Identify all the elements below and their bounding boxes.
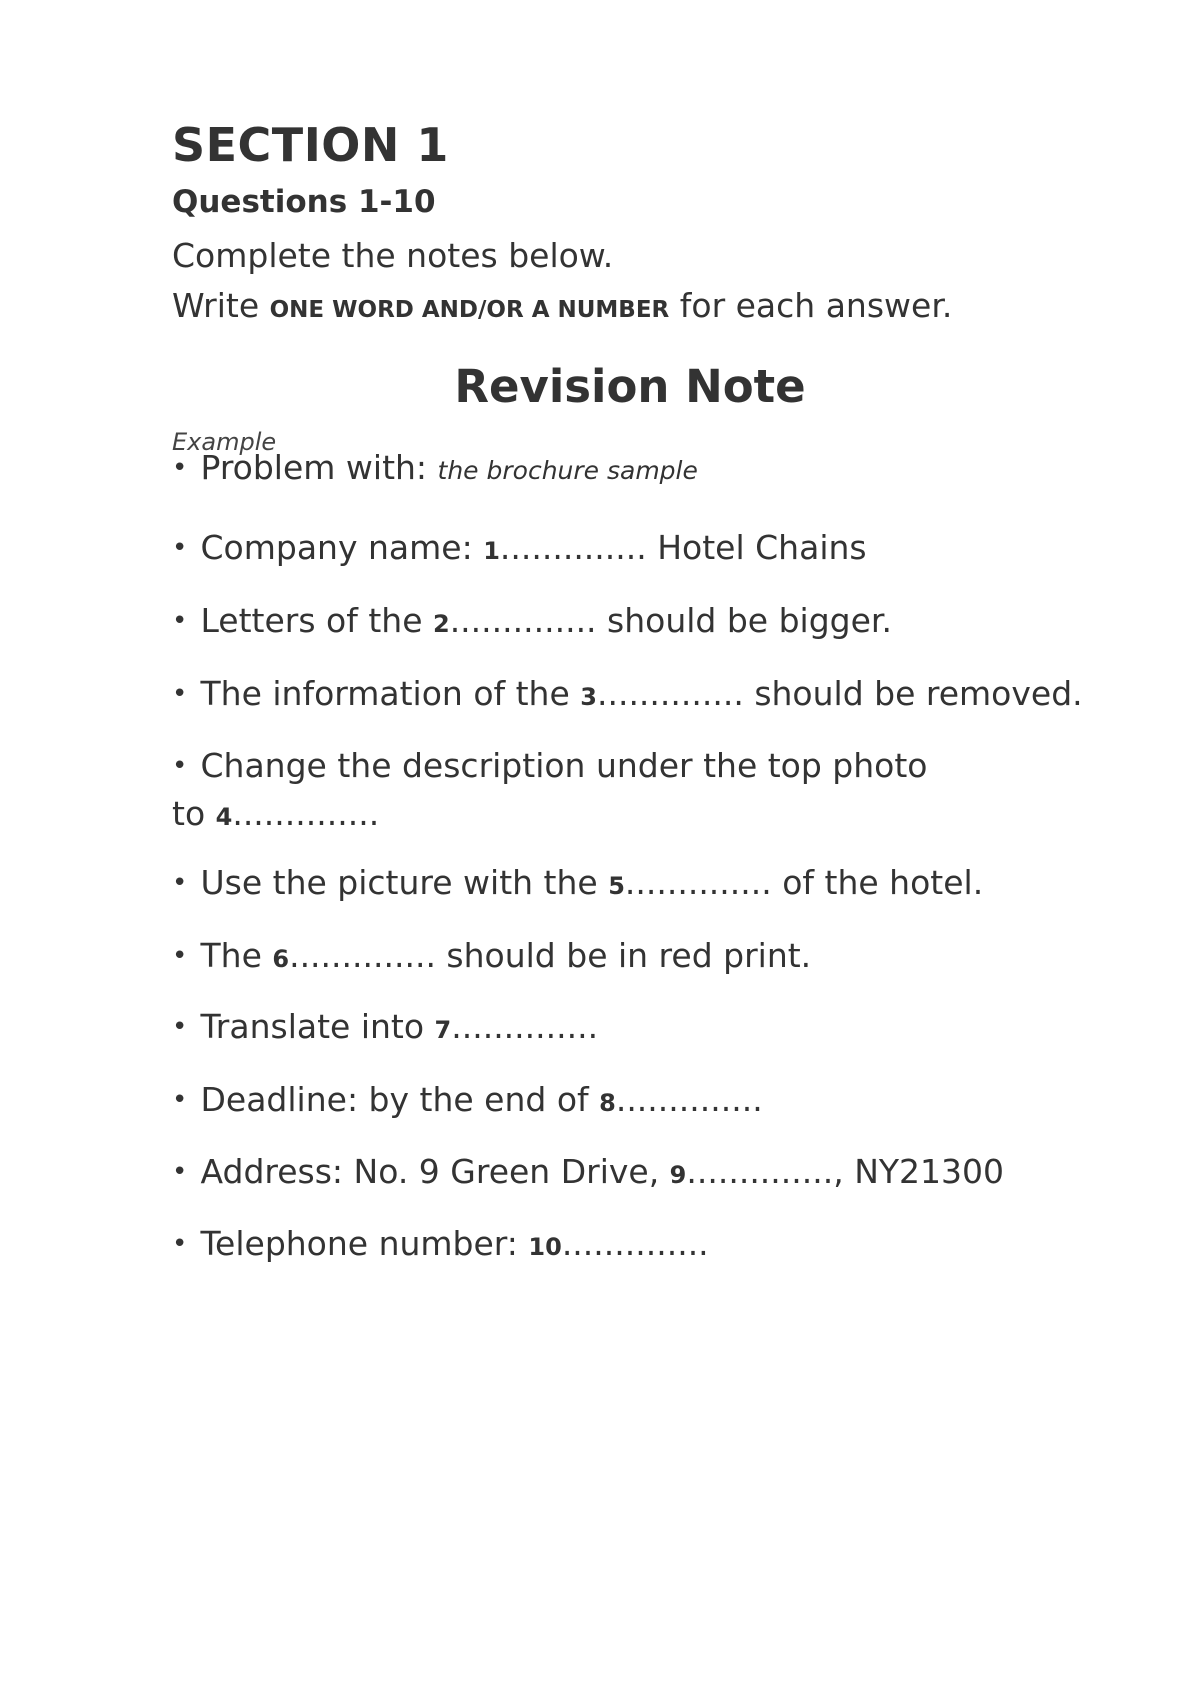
question-number: 1 [483,537,500,565]
bullet: • [172,941,188,971]
note-item-text-end: of the hotel. [771,863,984,902]
note-item-text: Use the picture with the [200,863,609,902]
question-number: 9 [669,1161,687,1189]
bullet: • [172,1085,188,1115]
instruction-for-each: for each answer. [669,286,953,325]
note-item-text-end: should be bigger. [596,601,892,640]
note-item-text: Deadline: by the end of [200,1080,600,1119]
note-item-2 [172,601,892,640]
note-item-9 [172,1152,1004,1191]
answer-blank: .............. [451,1007,599,1046]
question-number: 3 [580,683,597,711]
bullet: • [172,751,188,781]
example-item-label: Problem with: [200,448,438,487]
answer-blank: .............. [289,936,436,975]
instruction-answer-limit: ONE WORD AND/OR A NUMBER [269,297,670,323]
bullet: • [172,1229,188,1259]
note-item-text-end: , NY21300 [833,1152,1005,1191]
note-item-text: The information of the [200,674,581,713]
answer-blank: .............. [624,863,772,902]
question-number: 5 [608,872,625,900]
note-item-4 [172,746,927,785]
answer-blank: .............. [449,601,597,640]
answer-blank: .............. [686,1152,834,1191]
note-heading: Revision Note [454,360,806,413]
bullet: • [172,453,188,483]
note-item-6 [172,936,811,975]
answer-blank: .............. [561,1224,709,1263]
note-item-5 [172,863,983,902]
example-label: Example [172,428,277,456]
question-number: 4 [215,803,233,831]
instruction-line-2 [172,286,952,325]
note-item-text-end: should be removed. [743,674,1083,713]
note-item-3 [172,674,1083,713]
note-item-text: Company name: [200,528,484,567]
question-number: 2 [432,610,450,638]
bullet: • [172,1012,188,1042]
note-item-text: The [200,936,273,975]
note-item-7 [172,1007,598,1046]
instruction-line-1: Complete the notes below. [172,236,614,275]
bullet: • [172,606,188,636]
question-number: 7 [434,1016,452,1044]
example-item-answer: the brochure sample [437,456,698,485]
note-item-text-end: should be in red print. [435,936,812,975]
note-item-text: Letters of the [200,601,433,640]
bullet: • [172,533,188,563]
note-item-8 [172,1080,763,1119]
question-number: 10 [528,1233,562,1261]
answer-blank: .............. [596,674,744,713]
answer-blank: .............. [232,794,380,833]
note-item-4-continued [172,794,379,833]
note-item-text: Change the description under the top photo [200,746,928,785]
bullet: • [172,1157,188,1187]
note-item-10 [172,1224,709,1263]
question-number: 8 [599,1089,616,1117]
note-item-1 [172,528,867,567]
note-item-text-end: Hotel Chains [646,528,867,567]
answer-blank: .............. [499,528,647,567]
bullet: • [172,679,188,709]
note-item-text: Telephone number: [200,1224,529,1263]
example-item [172,448,698,487]
note-item-text: Address: No. 9 Green Drive, [200,1152,670,1191]
note-item-text: to [172,794,216,833]
note-item-text: Translate into [200,1007,435,1046]
question-number: 6 [272,945,290,973]
instruction-write: Write [172,286,270,325]
section-title: SECTION 1 [172,118,449,172]
bullet: • [172,868,188,898]
answer-blank: .............. [615,1080,763,1119]
questions-range: Questions 1-10 [172,184,436,220]
